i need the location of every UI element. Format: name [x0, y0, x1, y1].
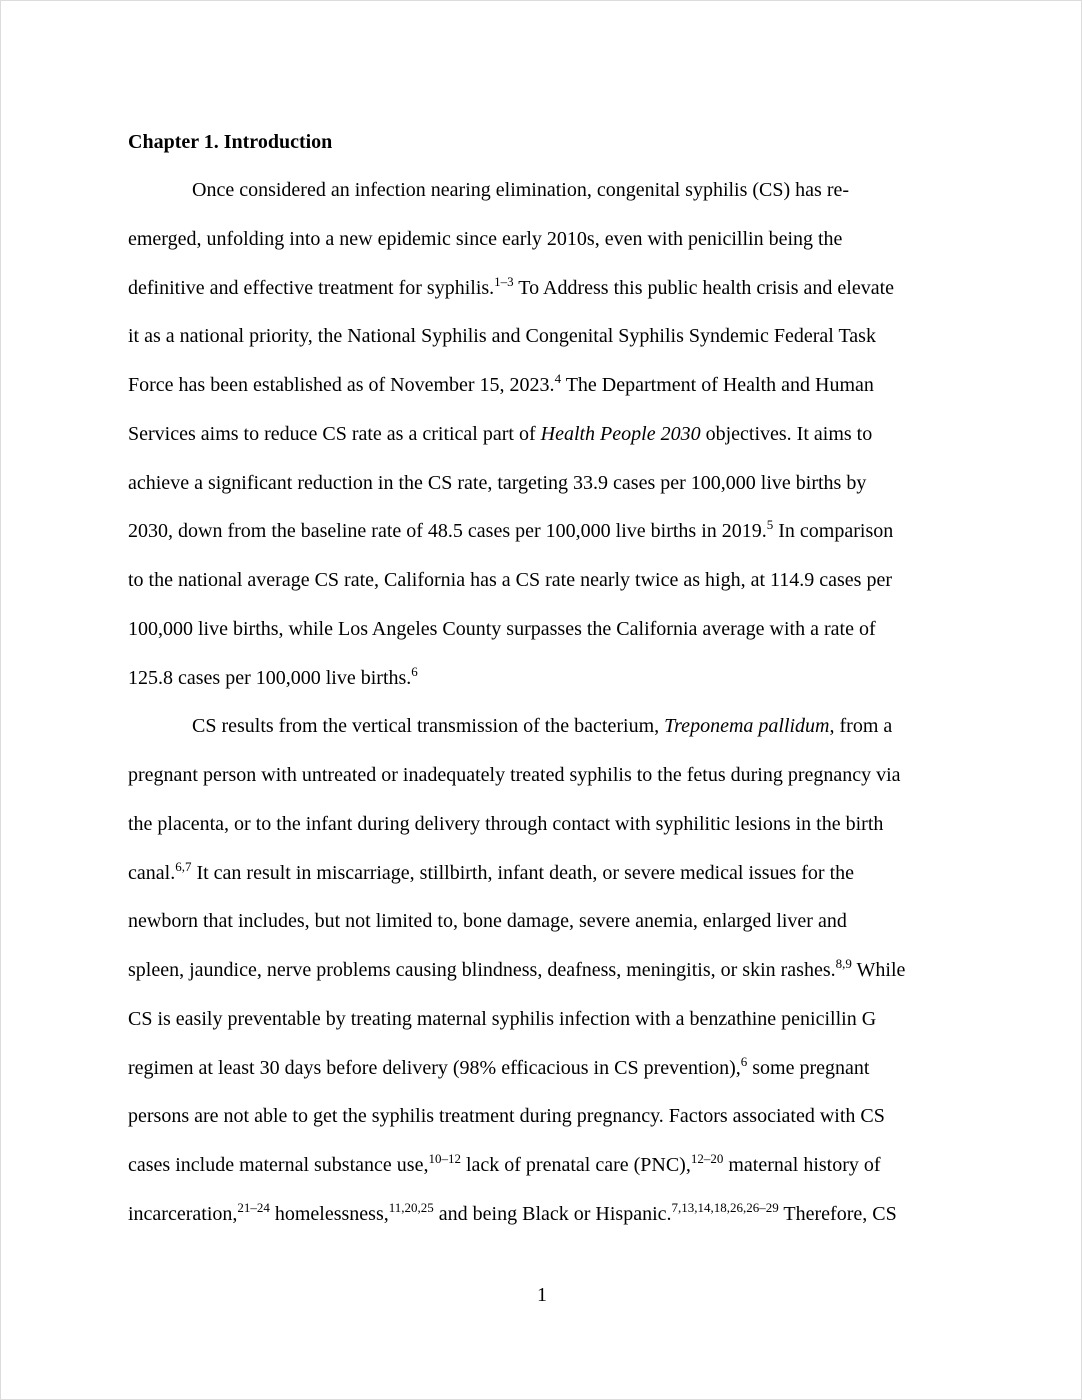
text-line — [128, 275, 894, 301]
page-number: 1 — [537, 1284, 547, 1306]
text-segment: CS results from the vertical transmission of the bacterium, — [192, 715, 665, 737]
text-segment: While — [851, 959, 906, 981]
text-line — [128, 323, 876, 349]
text-segment: it as a national priority, the National Syphilis and Congenital Syphilis Syndemic Federal Task — [128, 325, 876, 347]
citation-superscript: 6,7 — [175, 859, 192, 874]
text-segment: canal. — [128, 862, 176, 884]
text-segment: pregnant person with untreated or inadequately treated syphilis to the fetus during pregnancy via — [128, 764, 901, 786]
text-segment: To Address this public health crisis and elevate — [513, 277, 895, 299]
text-segment: objectives. It aims to — [700, 423, 873, 445]
text-segment: newborn that includes, but not limited to, bone damage, severe anemia, enlarged liver and — [128, 910, 847, 932]
citation-superscript: 6 — [740, 1054, 748, 1069]
text-line — [128, 567, 892, 593]
text-line — [128, 421, 872, 447]
text-line — [128, 470, 866, 496]
citation-superscript: 6 — [411, 664, 418, 679]
text-line — [128, 1055, 869, 1081]
text-segment: incarceration, — [128, 1203, 238, 1225]
text-line — [128, 811, 883, 837]
text-line — [128, 1006, 876, 1032]
citation-superscript: 1–3 — [494, 274, 514, 289]
text-line — [128, 616, 876, 642]
text-line — [128, 957, 905, 983]
text-line — [128, 860, 854, 886]
text-segment: 2030, down from the baseline rate of 48.5 cases per 100,000 live births in 2019. — [128, 520, 767, 542]
text-segment: regimen at least 30 days before delivery (98% efficacious in CS prevention), — [128, 1057, 741, 1079]
text-line — [128, 518, 893, 544]
text-segment: the placenta, or to the infant during delivery through contact with syphilitic lesions in the birth — [128, 813, 884, 835]
text-segment: emerged, unfolding into a new epidemic since early 2010s, even with penicillin being the — [128, 228, 843, 250]
text-segment: and being Black or Hispanic. — [433, 1203, 672, 1225]
text-segment: to the national average CS rate, California has a CS rate nearly twice as high, at 114.9 cases per — [128, 569, 892, 591]
citation-superscript: 21–24 — [237, 1200, 270, 1215]
citation-superscript: 8,9 — [835, 956, 852, 971]
text-line — [128, 1201, 897, 1227]
text-segment: maternal history of — [723, 1154, 881, 1176]
text-segment: It can result in miscarriage, stillbirth, infant death, or severe medical issues for the — [191, 862, 854, 884]
text-segment: definitive and effective treatment for syphilis. — [128, 277, 495, 299]
text-segment: The Department of Health and Human — [561, 374, 874, 396]
text-line — [128, 226, 842, 252]
text-segment: achieve a significant reduction in the CS rate, targeting 33.9 cases per 100,000 live births by — [128, 472, 867, 494]
text-segment: In comparison — [773, 520, 894, 542]
text-segment: cases include maternal substance use, — [128, 1154, 429, 1176]
text-segment: persons are not able to get the syphilis treatment during pregnancy. Factors associated with CS — [128, 1105, 885, 1127]
chapter-heading: Chapter 1. Introduction — [128, 131, 333, 153]
citation-superscript: 10–12 — [428, 1151, 461, 1166]
text-segment: 125.8 cases per 100,000 live births. — [128, 667, 412, 689]
text-line — [128, 372, 874, 398]
text-line — [128, 908, 847, 934]
text-segment: Services aims to reduce CS rate as a critical part of — [128, 423, 541, 445]
text-segment: homelessness, — [269, 1203, 389, 1225]
citation-superscript: 5 — [766, 517, 774, 532]
text-segment: lack of prenatal care (PNC), — [460, 1154, 691, 1176]
text-segment: Therefore, CS — [778, 1203, 897, 1225]
citation-superscript: 7,13,14,18,26,26–29 — [671, 1200, 779, 1215]
text-line — [192, 177, 849, 203]
citation-superscript: 4 — [554, 371, 562, 386]
text-line — [128, 1152, 881, 1178]
text-segment: spleen, jaundice, nerve problems causing blindness, deafness, meningitis, or skin rashes. — [128, 959, 836, 981]
citation-superscript: 11,20,25 — [388, 1200, 434, 1215]
citation-superscript: 12–20 — [690, 1151, 724, 1166]
text-segment: Force has been established as of November 15, 2023. — [128, 374, 555, 396]
text-segment: 100,000 live births, while Los Angeles County surpasses the California average with a rate of — [128, 618, 876, 640]
text-segment: CS is easily preventable by treating maternal syphilis infection with a benzathine penicillin G — [128, 1008, 877, 1030]
text-segment: Once considered an infection nearing elimination, congenital syphilis (CS) has re- — [192, 179, 850, 201]
text-line — [128, 762, 901, 788]
text-line — [128, 665, 418, 691]
text-segment: , from a — [829, 715, 893, 737]
text-line — [128, 1103, 885, 1129]
text-segment: some pregnant — [747, 1057, 870, 1079]
italic-text: Health People 2030 — [540, 423, 701, 445]
text-line — [192, 713, 892, 739]
italic-text: Treponema pallidum — [664, 715, 830, 737]
